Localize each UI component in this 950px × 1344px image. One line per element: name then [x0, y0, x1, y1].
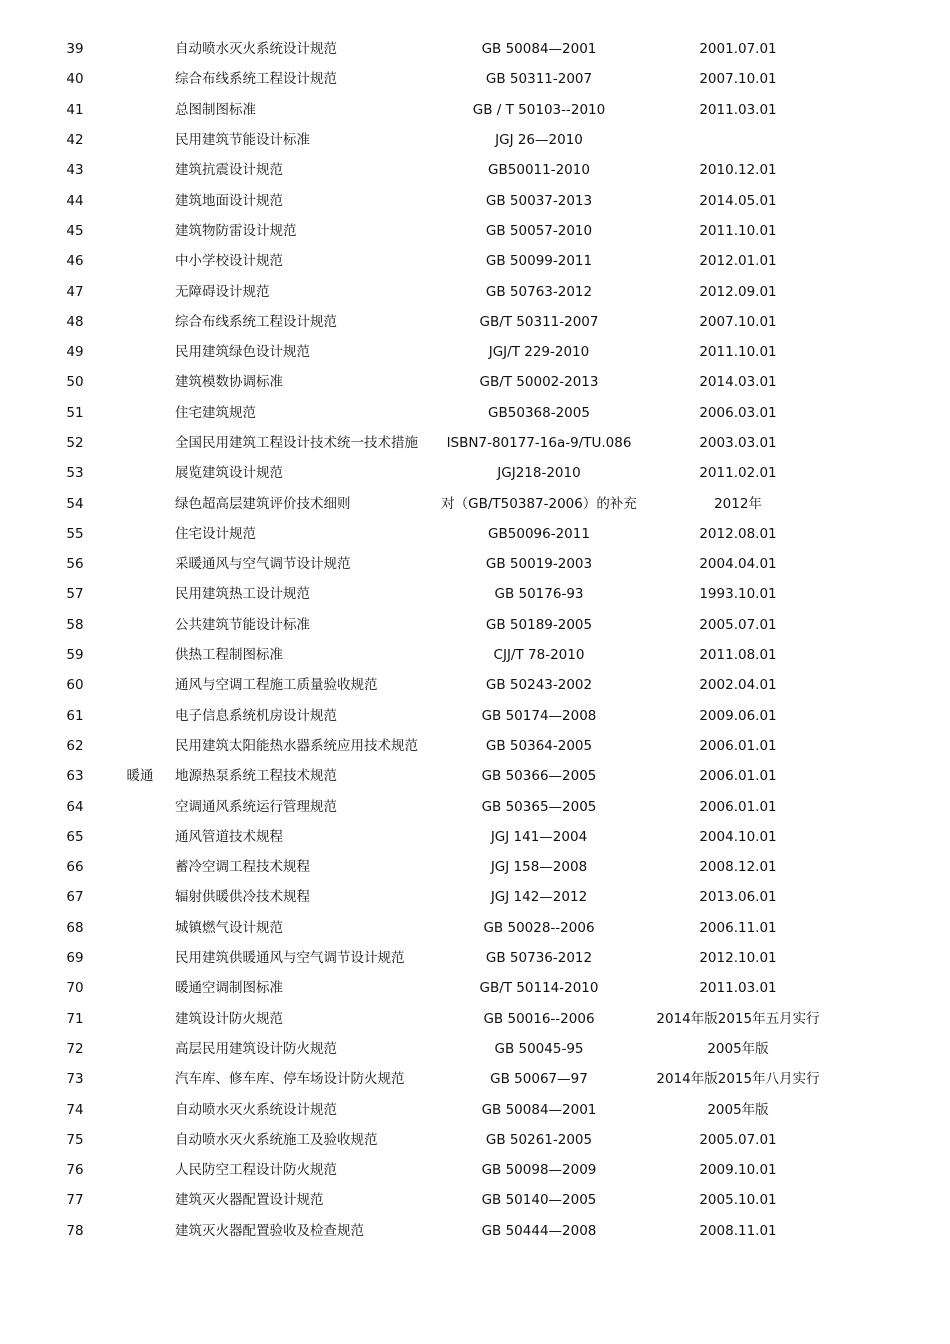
row-standard-name: 建筑地面设计规范 [175, 192, 283, 209]
row-standard-name: 建筑灭火器配置验收及检查规范 [175, 1222, 364, 1239]
row-effective-date: 2006.11.01 [699, 919, 777, 936]
standards-table [0, 34, 950, 1246]
row-standard-name: 总图制图标准 [175, 101, 256, 118]
row-standard-name: 全国民用建筑工程设计技术统一技术措施 [175, 435, 418, 451]
row-effective-date: 2008.11.01 [699, 1222, 777, 1239]
row-number: 67 [66, 889, 84, 906]
row-effective-date: 2012.10.01 [699, 950, 777, 967]
row-standard-code: JGJ/T 229-2010 [488, 344, 590, 361]
row-number: 77 [66, 1192, 84, 1209]
row-effective-date: 2014.05.01 [699, 192, 777, 209]
row-effective-date [648, 125, 828, 155]
row-category [118, 1155, 162, 1185]
table-row [0, 34, 950, 64]
row-category [118, 337, 162, 367]
row-category [118, 95, 162, 125]
row-standard-code: GB / T 50103--2010 [472, 101, 606, 118]
row-category [118, 367, 162, 397]
row-category [118, 155, 162, 185]
row-number: 76 [66, 1162, 84, 1179]
row-effective-date: 2006.01.01 [699, 737, 777, 754]
row-number: 46 [66, 253, 84, 270]
row-number: 68 [66, 919, 84, 936]
row-effective-date: 2011.02.01 [699, 465, 777, 482]
row-standard-name: 辐射供暖供冷技术规程 [175, 889, 310, 906]
row-number: 60 [66, 677, 84, 694]
row-number: 61 [66, 707, 84, 724]
row-standard-name: 建筑抗震设计规范 [175, 162, 283, 179]
row-standard-code: 对（GB/T50387-2006）的补充 [441, 495, 637, 512]
table-row [0, 337, 950, 367]
row-standard-name: 中小学校设计规范 [175, 253, 283, 270]
table-row [0, 761, 950, 791]
row-standard-code: JGJ 142—2012 [490, 889, 588, 906]
row-standard-name: 蓄冷空调工程技术规程 [175, 859, 310, 876]
row-standard-name: 城镇燃气设计规范 [175, 919, 283, 936]
table-row [0, 64, 950, 94]
table-row [0, 731, 950, 761]
row-number: 48 [66, 313, 84, 330]
row-number: 58 [66, 616, 84, 633]
row-standard-code: GB 50067—97 [490, 1071, 588, 1088]
row-standard-code: GB/T 50002-2013 [479, 374, 599, 391]
row-number: 75 [66, 1131, 84, 1148]
table-row [0, 367, 950, 397]
row-effective-date: 2005.07.01 [699, 1131, 777, 1148]
row-category [118, 398, 162, 428]
table-row [0, 852, 950, 882]
row-number: 55 [66, 525, 84, 542]
row-category [118, 1216, 162, 1246]
table-row [0, 519, 950, 549]
row-effective-date: 2007.10.01 [699, 71, 777, 88]
row-category [118, 791, 162, 821]
row-category [118, 882, 162, 912]
row-standard-code: GB 50261-2005 [485, 1131, 593, 1148]
row-number: 42 [66, 132, 84, 149]
table-row [0, 1125, 950, 1155]
row-number: 74 [66, 1101, 84, 1118]
row-standard-code: GB/T 50311-2007 [479, 313, 599, 330]
row-effective-date: 2012.08.01 [699, 525, 777, 542]
table-row [0, 670, 950, 700]
table-row [0, 276, 950, 306]
row-standard-name: 人民防空工程设计防火规范 [175, 1162, 337, 1179]
row-standard-code: GB 50019-2003 [485, 556, 593, 573]
row-standard-code: GB 50444—2008 [481, 1222, 597, 1239]
row-category [118, 973, 162, 1003]
row-number: 66 [66, 859, 84, 876]
row-standard-name: 汽车库、修车库、停车场设计防火规范 [175, 1071, 405, 1088]
row-number: 73 [66, 1071, 84, 1088]
table-row [0, 882, 950, 912]
table-row [0, 185, 950, 215]
row-standard-code: GB 50366—2005 [481, 768, 597, 785]
row-standard-name: 建筑设计防火规范 [175, 1010, 283, 1027]
row-standard-name: 展览建筑设计规范 [175, 465, 283, 482]
row-standard-name: 综合布线系统工程设计规范 [175, 313, 337, 330]
row-effective-date: 2005.07.01 [699, 616, 777, 633]
row-number: 70 [66, 980, 84, 997]
row-effective-date: 2002.04.01 [699, 677, 777, 694]
row-standard-name: 建筑灭火器配置设计规范 [175, 1192, 324, 1209]
row-number: 40 [66, 71, 84, 88]
row-category [118, 640, 162, 670]
row-standard-name: 公共建筑节能设计标准 [175, 616, 310, 633]
row-standard-code: JGJ218-2010 [497, 465, 581, 482]
row-standard-name: 民用建筑节能设计标准 [175, 132, 310, 149]
row-number: 51 [66, 404, 84, 421]
row-number: 71 [66, 1010, 84, 1027]
row-standard-code: GB 50736-2012 [485, 950, 593, 967]
row-number: 41 [66, 101, 84, 118]
row-standard-code: GB 50174—2008 [481, 707, 597, 724]
table-row [0, 458, 950, 488]
row-effective-date: 2005年版 [707, 1101, 769, 1118]
table-row [0, 398, 950, 428]
row-category [118, 1125, 162, 1155]
table-row [0, 307, 950, 337]
row-standard-code: GB 50084—2001 [481, 1101, 597, 1118]
row-standard-name: 综合布线系统工程设计规范 [175, 71, 337, 88]
row-standard-name: 通风与空调工程施工质量验收规范 [175, 677, 378, 694]
row-standard-code: GB50011-2010 [488, 162, 590, 179]
row-standard-name: 无障碍设计规范 [175, 283, 270, 300]
table-row [0, 155, 950, 185]
row-number: 64 [66, 798, 84, 815]
row-standard-name: 高层民用建筑设计防火规范 [175, 1040, 337, 1057]
row-number: 43 [66, 162, 84, 179]
table-row [0, 822, 950, 852]
row-standard-name: 建筑物防雷设计规范 [175, 222, 297, 239]
row-effective-date: 2003.03.01 [699, 435, 777, 451]
row-number: 63 [66, 768, 84, 785]
row-standard-code: GB 50140—2005 [481, 1192, 597, 1209]
row-category [118, 246, 162, 276]
row-standard-code: GB50096-2011 [488, 525, 590, 542]
row-effective-date: 2012.01.01 [699, 253, 777, 270]
row-effective-date: 2006.03.01 [699, 404, 777, 421]
row-category [118, 519, 162, 549]
row-standard-name: 住宅建筑规范 [175, 404, 256, 421]
row-number: 47 [66, 283, 84, 300]
row-standard-code: GB 50364-2005 [485, 737, 593, 754]
row-category [118, 731, 162, 761]
row-category [118, 276, 162, 306]
row-number: 54 [66, 495, 84, 512]
table-row [0, 943, 950, 973]
row-standard-name: 供热工程制图标准 [175, 647, 283, 664]
row-effective-date: 2004.10.01 [699, 828, 777, 845]
row-effective-date: 2011.10.01 [699, 222, 777, 239]
row-standard-code: GB 50365—2005 [481, 798, 597, 815]
row-effective-date: 2009.10.01 [699, 1162, 777, 1179]
table-row [0, 610, 950, 640]
row-effective-date: 2005.10.01 [699, 1192, 777, 1209]
row-category [118, 428, 162, 458]
row-standard-code: GB 50099-2011 [485, 253, 593, 270]
row-effective-date: 2012年 [714, 495, 762, 512]
row-standard-code: GB 50098—2009 [481, 1162, 597, 1179]
row-effective-date: 1993.10.01 [699, 586, 777, 603]
row-effective-date: 2008.12.01 [699, 859, 777, 876]
row-standard-code: JGJ 141—2004 [490, 828, 588, 845]
row-standard-name: 建筑模数协调标准 [175, 374, 283, 391]
row-standard-code: GB 50189-2005 [485, 616, 593, 633]
row-effective-date: 2012.09.01 [699, 283, 777, 300]
row-category [118, 670, 162, 700]
row-number: 39 [66, 41, 84, 58]
row-standard-name: 采暖通风与空气调节设计规范 [175, 556, 351, 573]
table-row [0, 1155, 950, 1185]
row-standard-code: GB 50311-2007 [485, 71, 593, 88]
row-number: 44 [66, 192, 84, 209]
row-effective-date: 2004.04.01 [699, 556, 777, 573]
row-standard-name: 电子信息系统机房设计规范 [175, 707, 337, 724]
row-standard-code: GB 50016--2006 [483, 1010, 595, 1027]
row-number: 78 [66, 1222, 84, 1239]
row-category: 暖通 [126, 768, 154, 785]
row-category [118, 488, 162, 518]
table-row [0, 791, 950, 821]
row-effective-date: 2011.03.01 [699, 101, 777, 118]
row-category [118, 852, 162, 882]
row-standard-code: GB 50045-95 [494, 1040, 584, 1057]
row-number: 69 [66, 950, 84, 967]
row-effective-date: 2011.10.01 [699, 344, 777, 361]
table-row [0, 125, 950, 155]
table-row [0, 1064, 950, 1094]
table-row [0, 95, 950, 125]
row-effective-date: 2001.07.01 [699, 41, 777, 58]
row-standard-code: GB 50028--2006 [483, 919, 595, 936]
table-row [0, 640, 950, 670]
table-row [0, 549, 950, 579]
row-standard-code: GB 50243-2002 [485, 677, 593, 694]
table-row [0, 1185, 950, 1215]
row-number: 52 [66, 435, 84, 451]
row-standard-name: 自动喷水灭火系统施工及验收规范 [175, 1131, 378, 1148]
row-effective-date: 2009.06.01 [699, 707, 777, 724]
row-category [118, 34, 162, 64]
row-number: 45 [66, 222, 84, 239]
row-category [118, 1094, 162, 1124]
row-category [118, 943, 162, 973]
row-effective-date: 2011.08.01 [699, 647, 777, 664]
row-number: 59 [66, 647, 84, 664]
row-effective-date: 2006.01.01 [699, 768, 777, 785]
row-category [118, 125, 162, 155]
row-standard-code: JGJ 158—2008 [490, 859, 588, 876]
table-row [0, 1004, 950, 1034]
row-number: 72 [66, 1040, 84, 1057]
row-category [118, 64, 162, 94]
row-standard-code: GB50368-2005 [488, 404, 590, 421]
row-effective-date: 2014.03.01 [699, 374, 777, 391]
row-standard-code: GB 50037-2013 [485, 192, 593, 209]
table-row [0, 1094, 950, 1124]
row-category [118, 822, 162, 852]
table-row [0, 913, 950, 943]
row-standard-name: 空调通风系统运行管理规范 [175, 798, 337, 815]
row-standard-name: 民用建筑热工设计规范 [175, 586, 310, 603]
table-row [0, 701, 950, 731]
row-category [118, 185, 162, 215]
table-row [0, 973, 950, 1003]
table-row [0, 246, 950, 276]
row-standard-name: 自动喷水灭火系统设计规范 [175, 1101, 337, 1118]
row-category [118, 1185, 162, 1215]
row-category [118, 579, 162, 609]
row-category [118, 610, 162, 640]
row-category [118, 216, 162, 246]
row-standard-name: 民用建筑绿色设计规范 [175, 344, 310, 361]
row-standard-name: 暖通空调制图标准 [175, 980, 283, 997]
row-number: 53 [66, 465, 84, 482]
row-effective-date: 2005年版 [707, 1040, 769, 1057]
table-row [0, 428, 950, 458]
row-standard-name: 民用建筑供暖通风与空气调节设计规范 [175, 950, 405, 967]
row-number: 57 [66, 586, 84, 603]
row-category [118, 549, 162, 579]
table-row [0, 488, 950, 518]
table-row [0, 216, 950, 246]
row-category [118, 1064, 162, 1094]
row-number: 62 [66, 737, 84, 754]
row-standard-code: GB 50057-2010 [485, 222, 593, 239]
table-row [0, 579, 950, 609]
row-standard-code: GB 50084—2001 [481, 41, 597, 58]
row-category [118, 1034, 162, 1064]
row-category [118, 458, 162, 488]
row-number: 65 [66, 828, 84, 845]
table-row [0, 1216, 950, 1246]
row-standard-name: 民用建筑太阳能热水器系统应用技术规范 [175, 737, 418, 754]
row-standard-name: 住宅设计规范 [175, 525, 256, 542]
row-effective-date: 2014年版2015年八月实行 [656, 1071, 820, 1088]
row-number: 56 [66, 556, 84, 573]
row-effective-date: 2013.06.01 [699, 889, 777, 906]
row-standard-code: GB 50176-93 [494, 586, 584, 603]
row-category [118, 307, 162, 337]
row-category [118, 1004, 162, 1034]
table-row [0, 1034, 950, 1064]
row-standard-name: 地源热泵系统工程技术规范 [175, 768, 337, 785]
row-standard-code: CJJ/T 78-2010 [493, 647, 585, 664]
row-standard-name: 绿色超高层建筑评价技术细则 [175, 495, 351, 512]
row-standard-code: GB 50763-2012 [485, 283, 593, 300]
row-effective-date: 2007.10.01 [699, 313, 777, 330]
row-standard-code: GB/T 50114-2010 [479, 980, 599, 997]
row-effective-date: 2014年版2015年五月实行 [656, 1010, 820, 1027]
row-category [118, 701, 162, 731]
row-effective-date: 2011.03.01 [699, 980, 777, 997]
row-standard-name: 自动喷水灭火系统设计规范 [175, 41, 337, 58]
row-category [118, 913, 162, 943]
row-effective-date: 2010.12.01 [699, 162, 777, 179]
row-standard-code: ISBN7-80177-16a-9/TU.086 [446, 434, 632, 451]
row-effective-date: 2006.01.01 [699, 798, 777, 815]
row-number: 49 [66, 344, 84, 361]
row-standard-code: JGJ 26—2010 [495, 132, 583, 149]
row-standard-name: 通风管道技术规程 [175, 828, 283, 845]
row-number: 50 [66, 374, 84, 391]
